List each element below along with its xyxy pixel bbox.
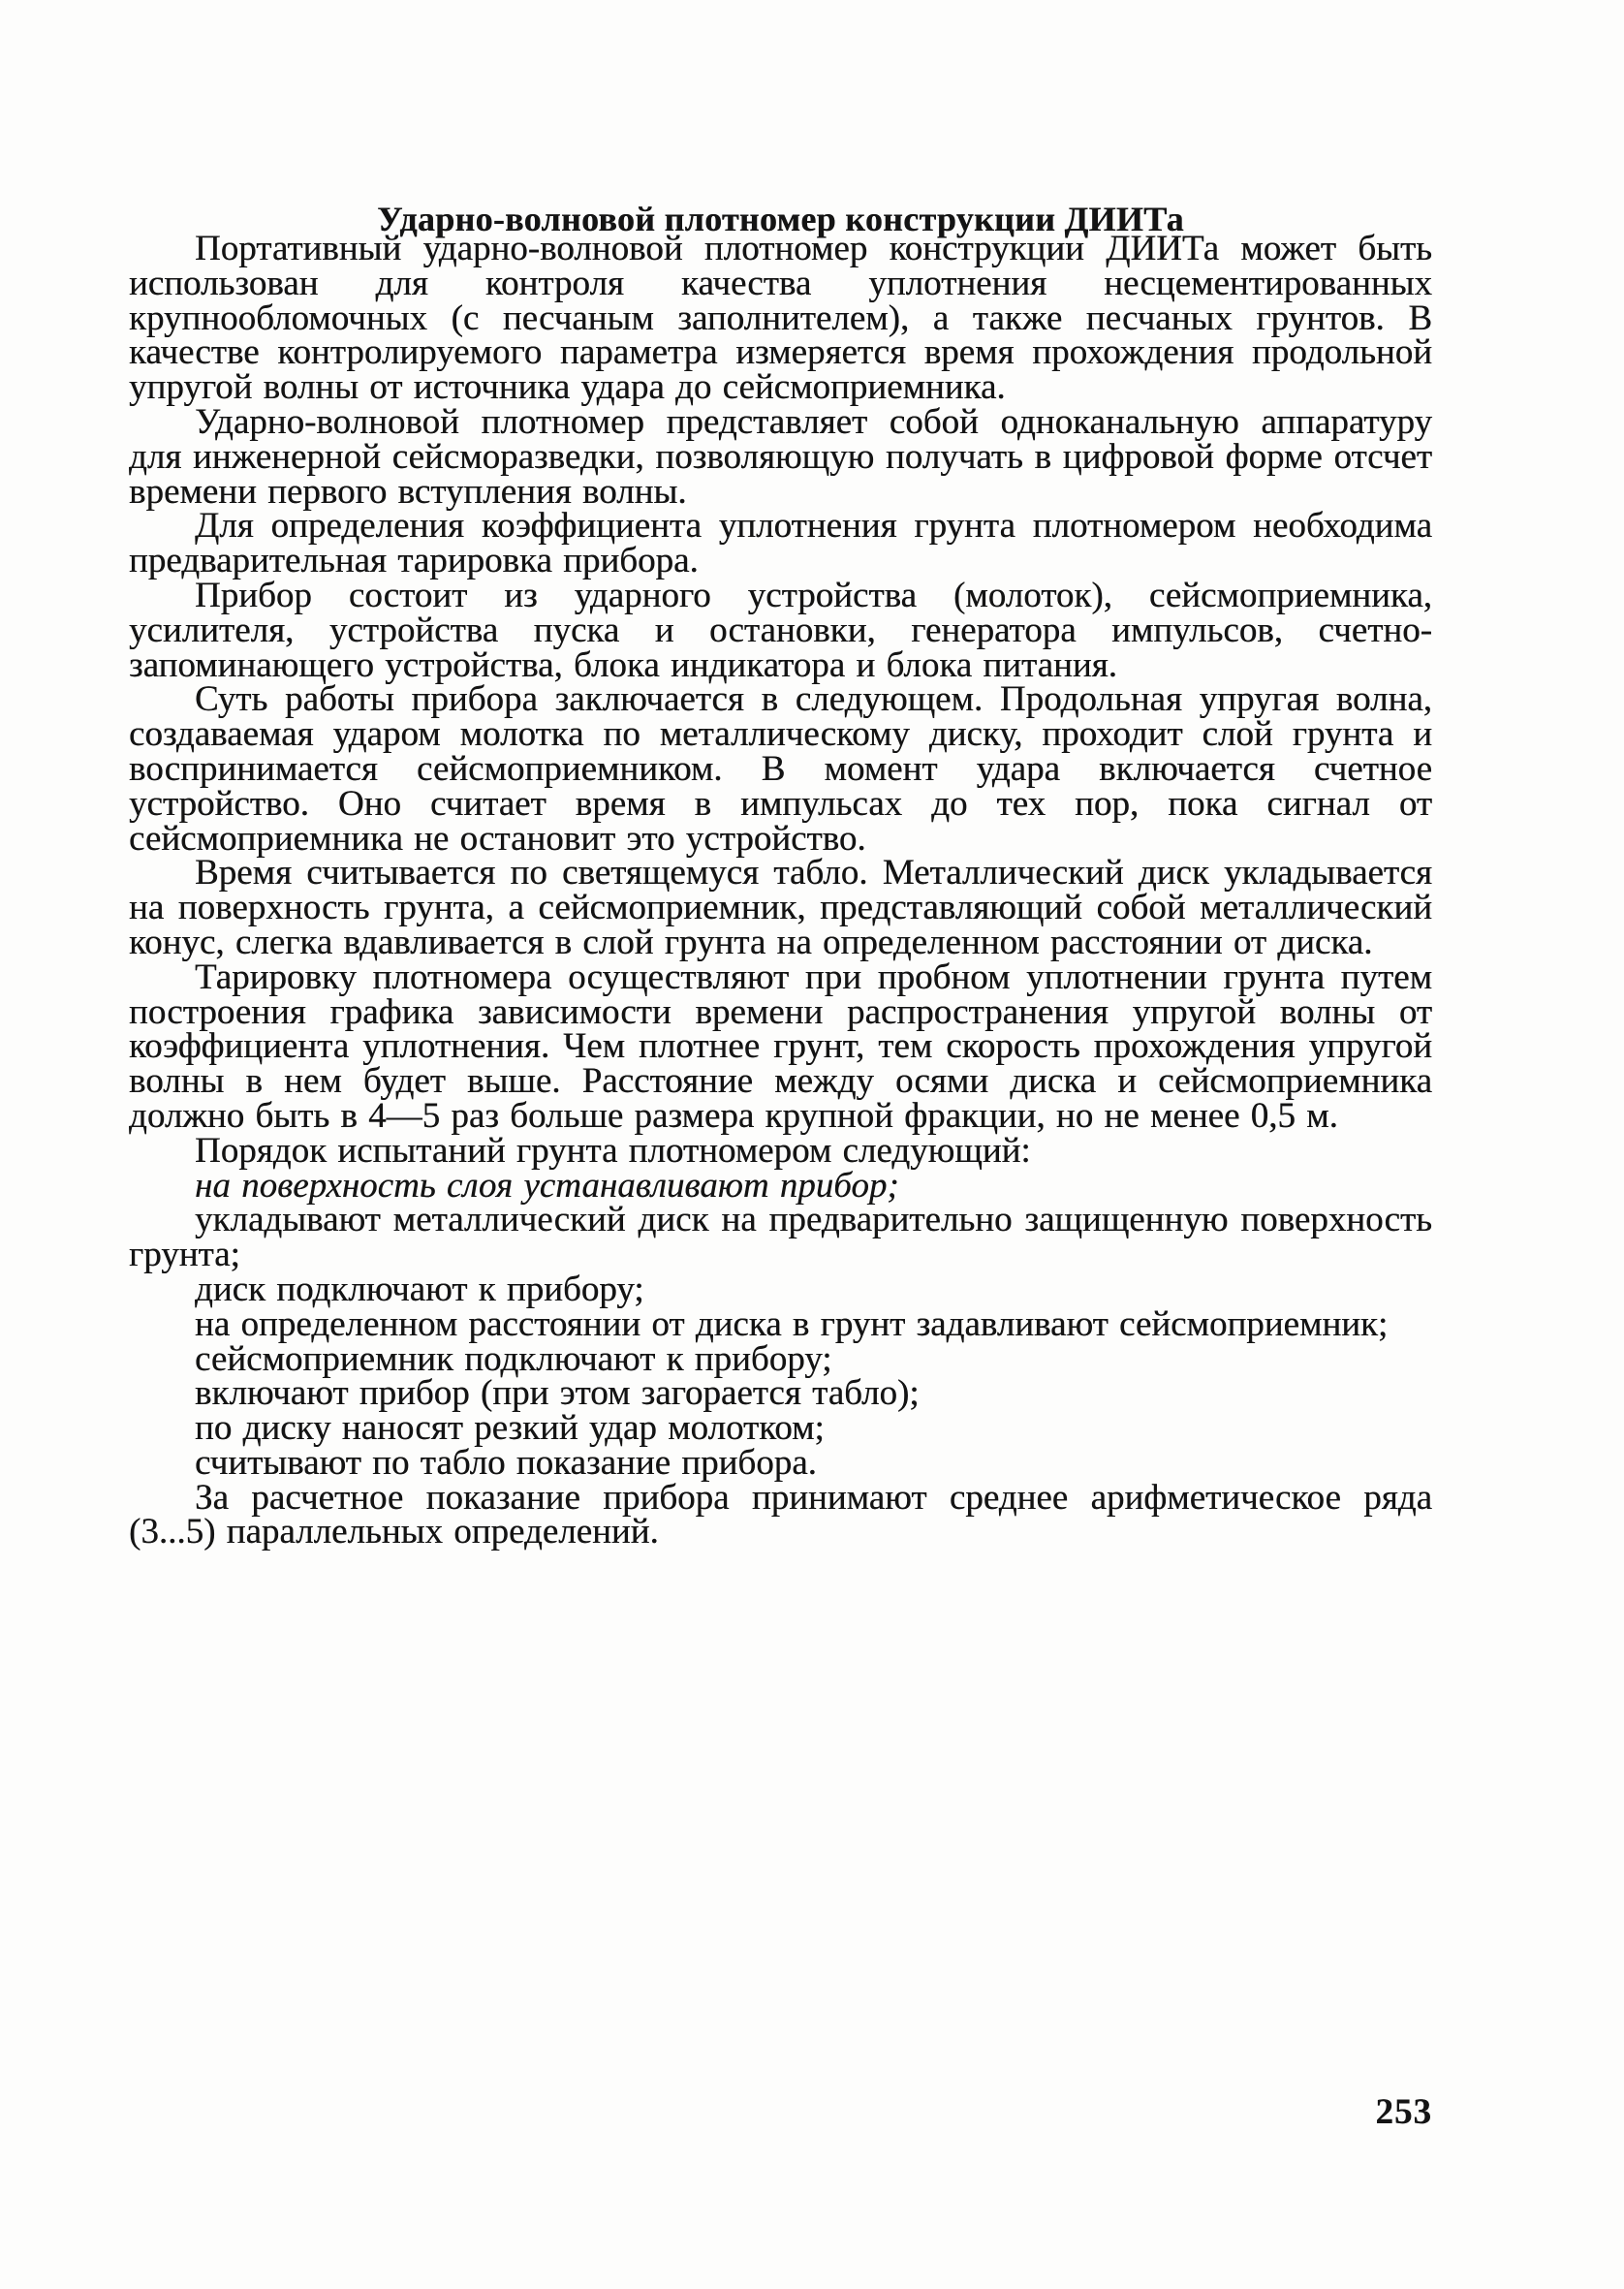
list-item: на определенном расстоянии от диска в грунт задавливают сейсмоприемник; (195, 1303, 1389, 1344)
paragraph: Ударно-волновой плотномер представляет собой одноканальную аппаратуру для инженерной сейсморазведки, позволяющую получать в цифровой форме отсчет времени первого вступления волны. (129, 401, 1432, 512)
paragraph: Порядок испытаний грунта плотномером следующий: (195, 1130, 1031, 1171)
paragraph: Суть работы прибора заключается в следующем. Продольная упругая волна, создаваемая ударом молотка по металлическому диску, проходит слой грунта и воспринимается сейсмоприемником. В момент удара включается счетное устройство. Оно считает время в импульсах до тех пор, пока сигнал от сейсмоприемника не остановит это устройство. (129, 679, 1432, 859)
list-item: по диску наносят резкий удар молотком; (195, 1408, 825, 1449)
paragraph: Для определения коэффициента уплотнения грунта плотномером необходима предварительная тарировка прибора. (129, 506, 1432, 581)
list-item: сейсмоприемник подключают к прибору; (195, 1338, 832, 1379)
page-title: Ударно-волновой плотномер конструкции ДИИТа (377, 200, 1184, 239)
list-item: на поверхность слоя устанавливают прибор; (195, 1165, 899, 1206)
paragraph: Прибор состоит из ударного устройства (молоток), сейсмоприемника, усилителя, устройства пуска и остановки, генератора импульсов, счетно-запоминающего устройства, блока индикатора и блока питания. (129, 575, 1432, 685)
list-item: диск подключают к прибору; (195, 1269, 644, 1309)
body-text (129, 229, 1432, 1552)
paragraph: Портативный ударно-волновой плотномер конструкции ДИИТа может быть использован для контроля качества уплотнения несцементированных крупнообломочных (с песчаным заполнителем), а также песчаных грунтов. В качестве контролируемого параметра измеряется время прохождения продольной упругой волны от источника удара до сейсмоприемника. (129, 229, 1432, 408)
page-number: 253 (1375, 2092, 1432, 2132)
paragraph: Тарировку плотномера осуществляют при пробном уплотнении грунта путем построения графика зависимости времени распространения упругой волны от коэффициента уплотнения. Чем плотнее грунт, тем скорость прохождения упругой волны в нем будет выше. Расстояние между осями диска и сейсмоприемника должно быть в 4—5 раз больше размера крупной фракции, но не менее 0,5 м. (129, 956, 1432, 1136)
list-item: считывают по табло показание прибора. (195, 1442, 817, 1483)
list-item: включают прибор (при этом загорается табло); (195, 1373, 920, 1414)
paragraph: Время считывается по светящемуся табло. Металлический диск укладывается на поверхность грунта, а сейсмоприемник, представляющий собой металлический конус, слегка вдавливается в слой грунта на определенном расстоянии от диска. (129, 853, 1432, 962)
paragraph: За расчетное показание прибора принимают среднее арифметическое ряда (3...5) параллельных определений. (129, 1477, 1432, 1552)
list-item: укладывают металлический диск на предварительно защищенную поверхность грунта; (129, 1200, 1432, 1275)
